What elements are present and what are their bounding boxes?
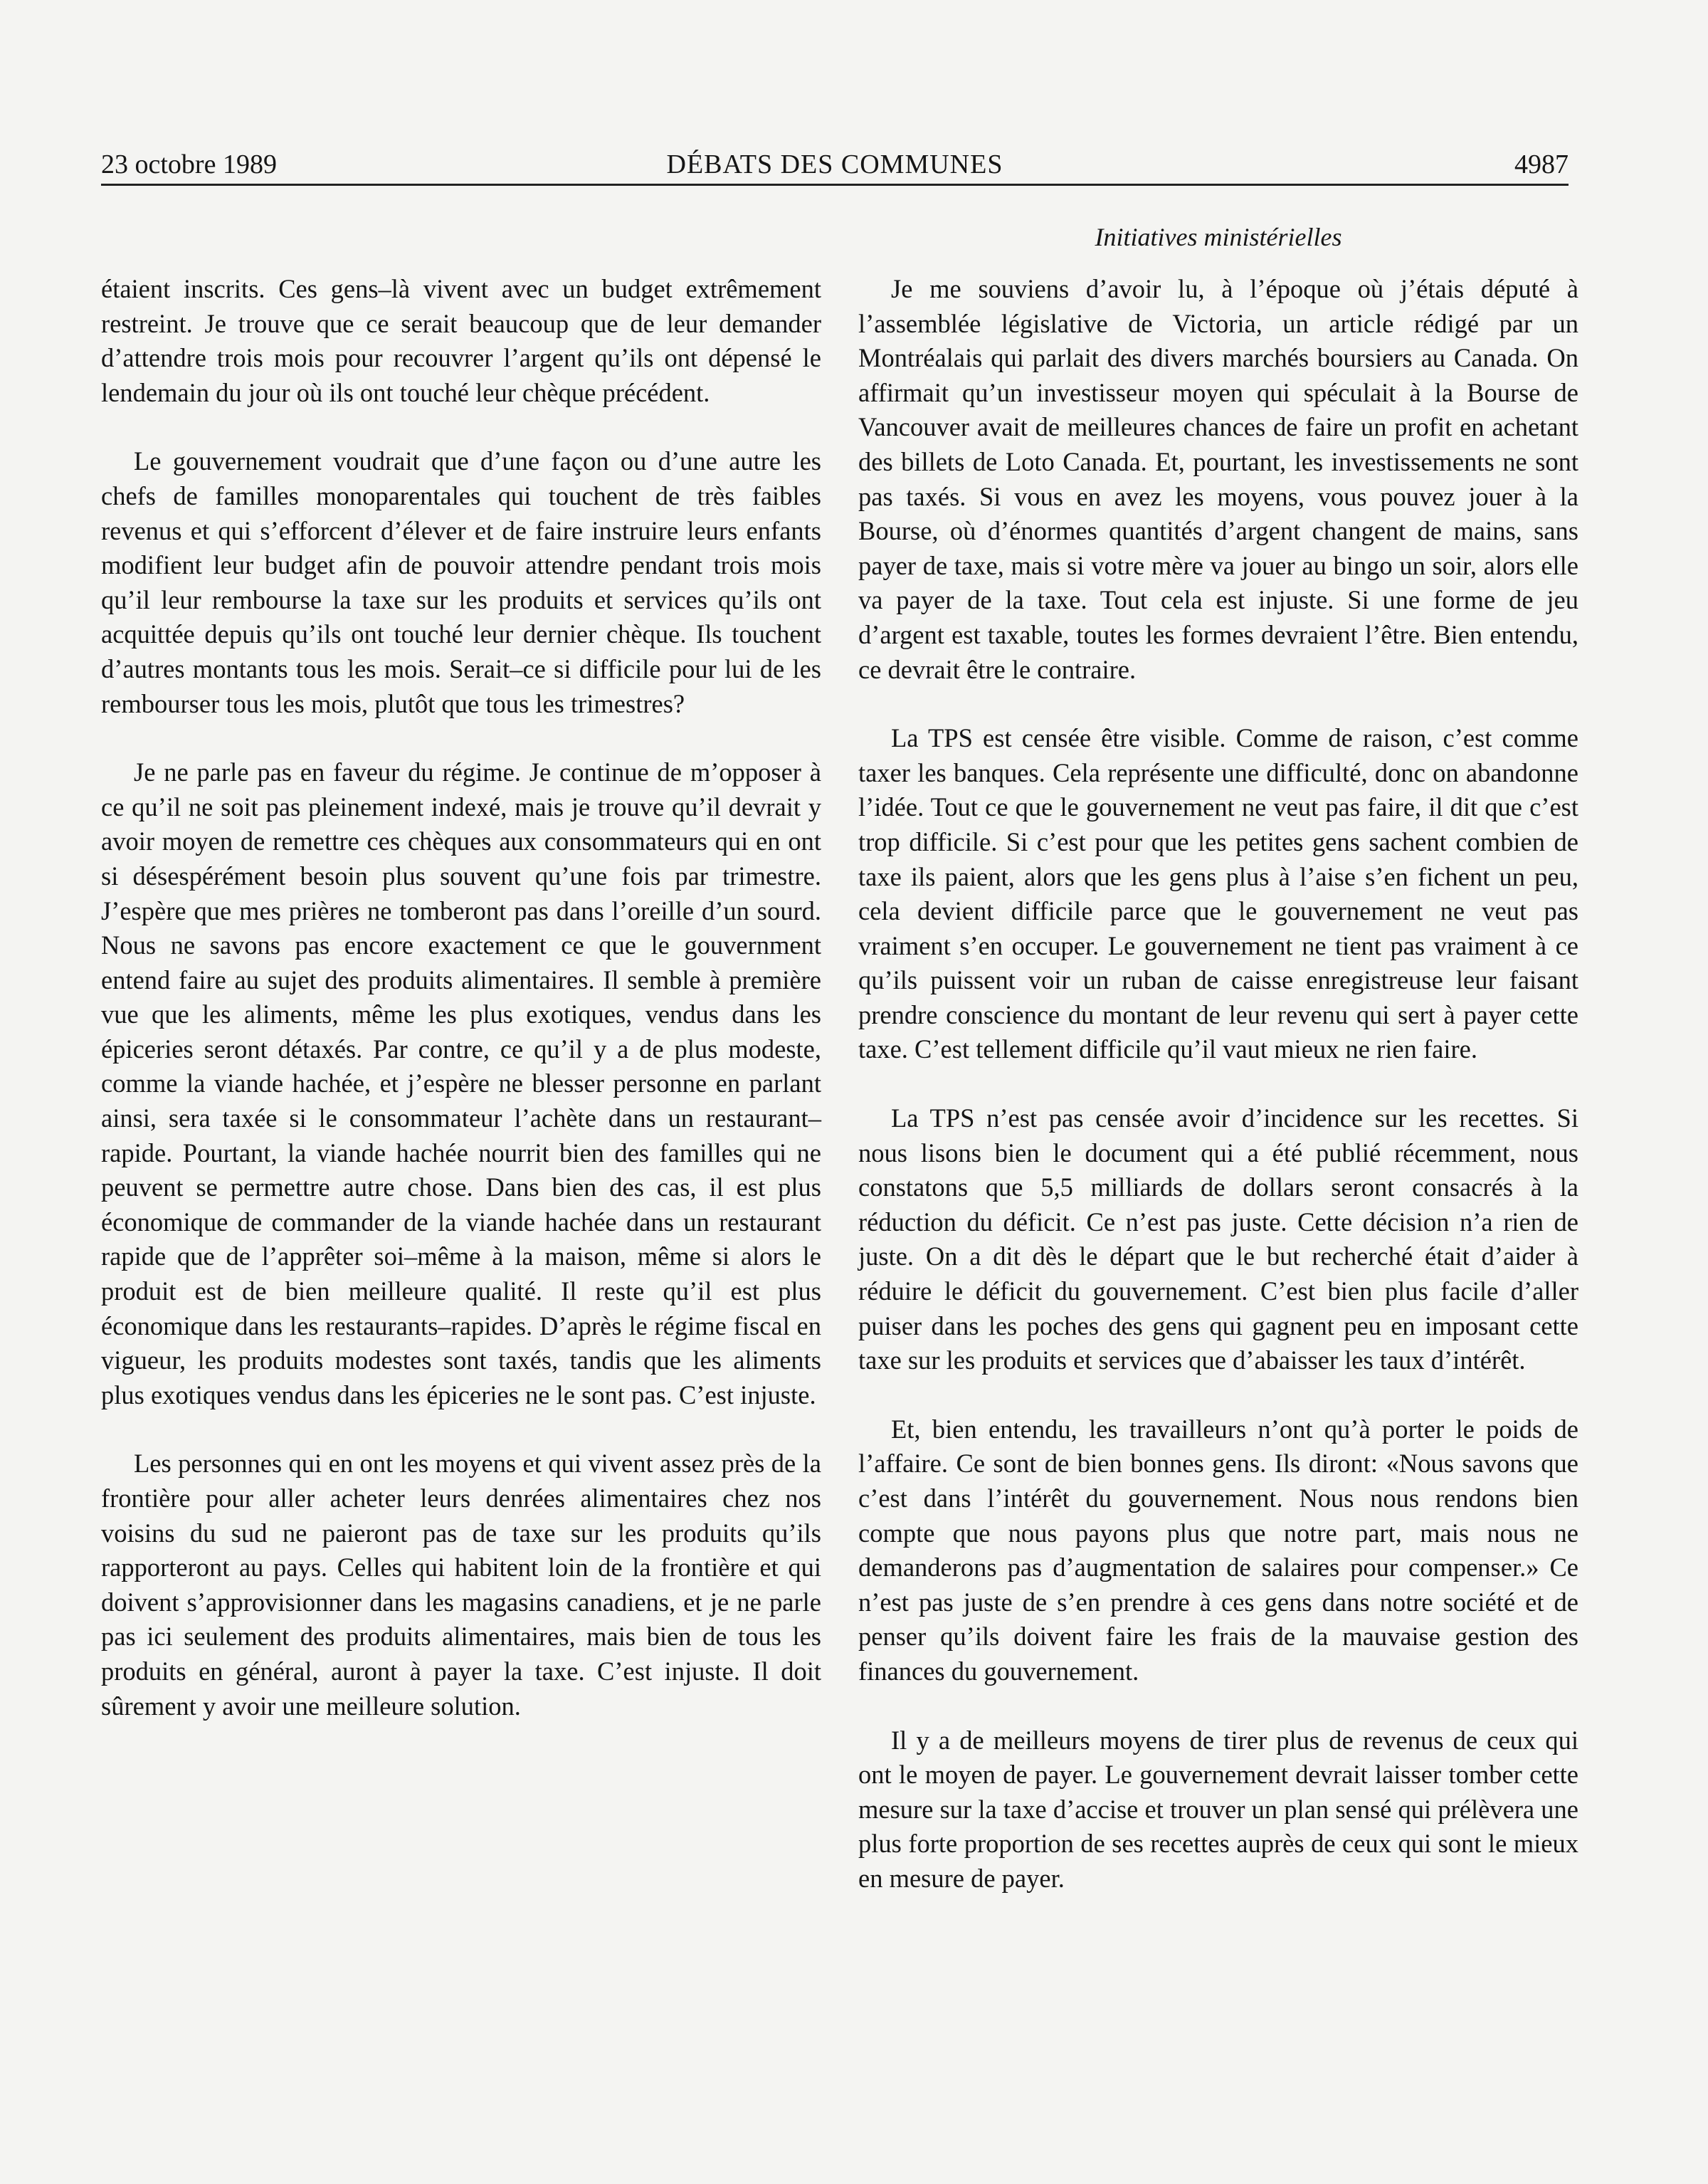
paragraph: Il y a de meilleurs moyens de tirer plus de revenus de ceux qui ont le moyen de payer. Le gouvernement devrait laisser tomber cette mesure sur la taxe d’accise et trouver un plan sensé qui prélèvera une plus forte proportion de ses recettes auprès de ceux qui sont le mieux en mesure de payer. (858, 1725, 1578, 1893)
header-rule (101, 184, 1569, 186)
page-header (101, 147, 1569, 182)
paragraph: Je me souviens d’avoir lu, à l’époque où j’étais député à l’assemblée législative de Victoria, un article rédigé par un Montréalais qui parlait des divers marchés boursiers au Canada. On affirmait qu’un investisseur moyen qui spéculait à la Bourse de Vancouver avait de meilleures chances de faire un profit en achetant des billets de Loto Canada. Et, pourtant, les investissements ne sont pas taxés. Si vous en avez les moyens, vous pouvez jouer à la Bourse, où d’énormes quantités d’argent changent de mains, sans payer de taxe, mais si votre mère va jouer au bingo un soir, alors elle va payer de la taxe. Tout cela est injuste. Si une forme de jeu d’argent est taxable, toutes les formes devraient l’être. Bien entendu, ce devrait être le contraire. (858, 274, 1578, 684)
paragraph: étaient inscrits. Ces gens–là vivent avec un budget extrêmement restreint. Je trouve que ce serait beaucoup que de leur demander d’attendre trois mois pour recouvrer l’argent qu’ils ont dépensé le lendemain du jour où ils ont touché leur chèque précédent. (101, 274, 821, 407)
paragraph: La TPS n’est pas censée avoir d’incidence sur les recettes. Si nous lisons bien le document qui a été publié récemment, nous constatons que 5,5 milliards de dollars seront consacrés à la réduction du déficit. Ce n’est pas juste. Cette décision n’a rien de juste. On a dit dès le départ que le but recherché était d’aider à réduire le déficit du gouvernement. C’est bien plus facile d’aller puiser dans les poches des gens qui gagnent peu en imposant cette taxe sur les produits et services que d’abaisser les taux d’intérêt. (858, 1103, 1578, 1375)
page-number: 4987 (1514, 149, 1569, 179)
section-title: Initiatives ministérielles (1095, 223, 1342, 251)
paragraph: Et, bien entendu, les travailleurs n’ont qu’à porter le poids de l’affaire. Ce sont de bien bonnes gens. Ils diront: «Nous savons que c’est dans l’intérêt du gouvernement. Nous nous rendons bien compte que nous payons plus que notre part, mais nous ne demanderons pas d’augmentation de salaires pour compenser.» Ce n’est pas juste de s’en prendre à ces gens dans notre société et de penser qu’ils doivent faire les frais de la mauvaise gestion des finances du gouvernement. (858, 1414, 1578, 1686)
publication-title: DÉBATS DES COMMUNES (666, 149, 1003, 179)
paragraph: Je ne parle pas en faveur du régime. Je continue de m’opposer à ce qu’il ne soit pas pleinement indexé, mais je trouve qu’il devrait y avoir moyen de remettre ces chèques aux consommateurs qui en ont si désespérément besoin plus souvent qu’une fois par trimestre. J’espère que mes prières ne tomberont pas dans l’oreille d’un sourd. Nous ne savons pas encore exactement ce que le gouvernment entend faire au sujet des produits alimentaires. Il semble à première vue que les aliments, même les plus exotiques, vendus dans les épiceries seront détaxés. Par contre, ce qu’il y a de plus modeste, comme la viande hachée, et j’espère ne blesser personne en parlant ainsi, sera taxée si le consommateur l’achète dans un restaurant–rapide. Pourtant, la viande hachée nourrit bien des familles qui ne peuvent se permettre autre chose. Dans bien des cas, il est plus économique de commander de la viande hachée dans un restaurant rapide que de l’apprêter soi–même à la maison, même si alors le produit est de bien meilleure qualité. Il reste qu’il est plus économique dans les restaurants–rapides. D’après le régime fiscal en vigueur, les produits modestes sont taxés, tandis que les aliments plus exotiques vendus dans les épiceries ne le sont pas. C’est injuste. (101, 757, 821, 1409)
paragraph: Le gouvernement voudrait que d’une façon ou d’une autre les chefs de familles monoparentales qui touchent de très faibles revenus et qui s’efforcent d’élever et de faire instruire leurs enfants modifient leur budget afin de pouvoir attendre pendant trois mois qu’il leur rembourse la taxe sur les produits et services qu’ils ont acquittée depuis qu’ils ont touché leur dernier chèque. Ils touchent d’autres montants tous les mois. Serait–ce si difficile pour lui de les rembourser tous les mois, plutôt que tous les trimestres? (101, 446, 821, 718)
paragraph: Les personnes qui en ont les moyens et qui vivent assez près de la frontière pour aller acheter leurs denrées alimentaires chez nos voisins du sud ne paieront pas de taxe sur les produits qu’ils rapporteront au pays. Celles qui habitent loin de la frontière et qui doivent s’approvisionner dans les magasins canadiens, et je ne parle pas ici seulement des produits alimentaires, mais bien de tous les produits en général, auront à payer la taxe. C’est injuste. Il doit sûrement y avoir une meilleure solution. (101, 1449, 821, 1721)
header-date: 23 octobre 1989 (101, 149, 277, 179)
paragraph: La TPS est censée être visible. Comme de raison, c’est comme taxer les banques. Cela représente une difficulté, donc on abandonne l’idée. Tout ce que le gouvernement ne veut pas faire, il dit que c’est trop difficile. Si c’est pour que les petites gens sachent combien de taxe ils paient, alors que les gens plus à l’aise s’en fichent un peu, cela devient difficile parce que le gouvernement ne veut pas vraiment s’en occuper. Le gouvernement ne tient pas vraiment à ce qu’ils puissent voir un ruban de caisse enregistreuse leur faisant prendre conscience du montant de leur revenu qui sert à payer cette taxe. C’est tellement difficile qu’il vaut mieux ne rien faire. (858, 723, 1578, 1064)
right-column (858, 272, 1578, 1896)
left-column (101, 272, 821, 1723)
